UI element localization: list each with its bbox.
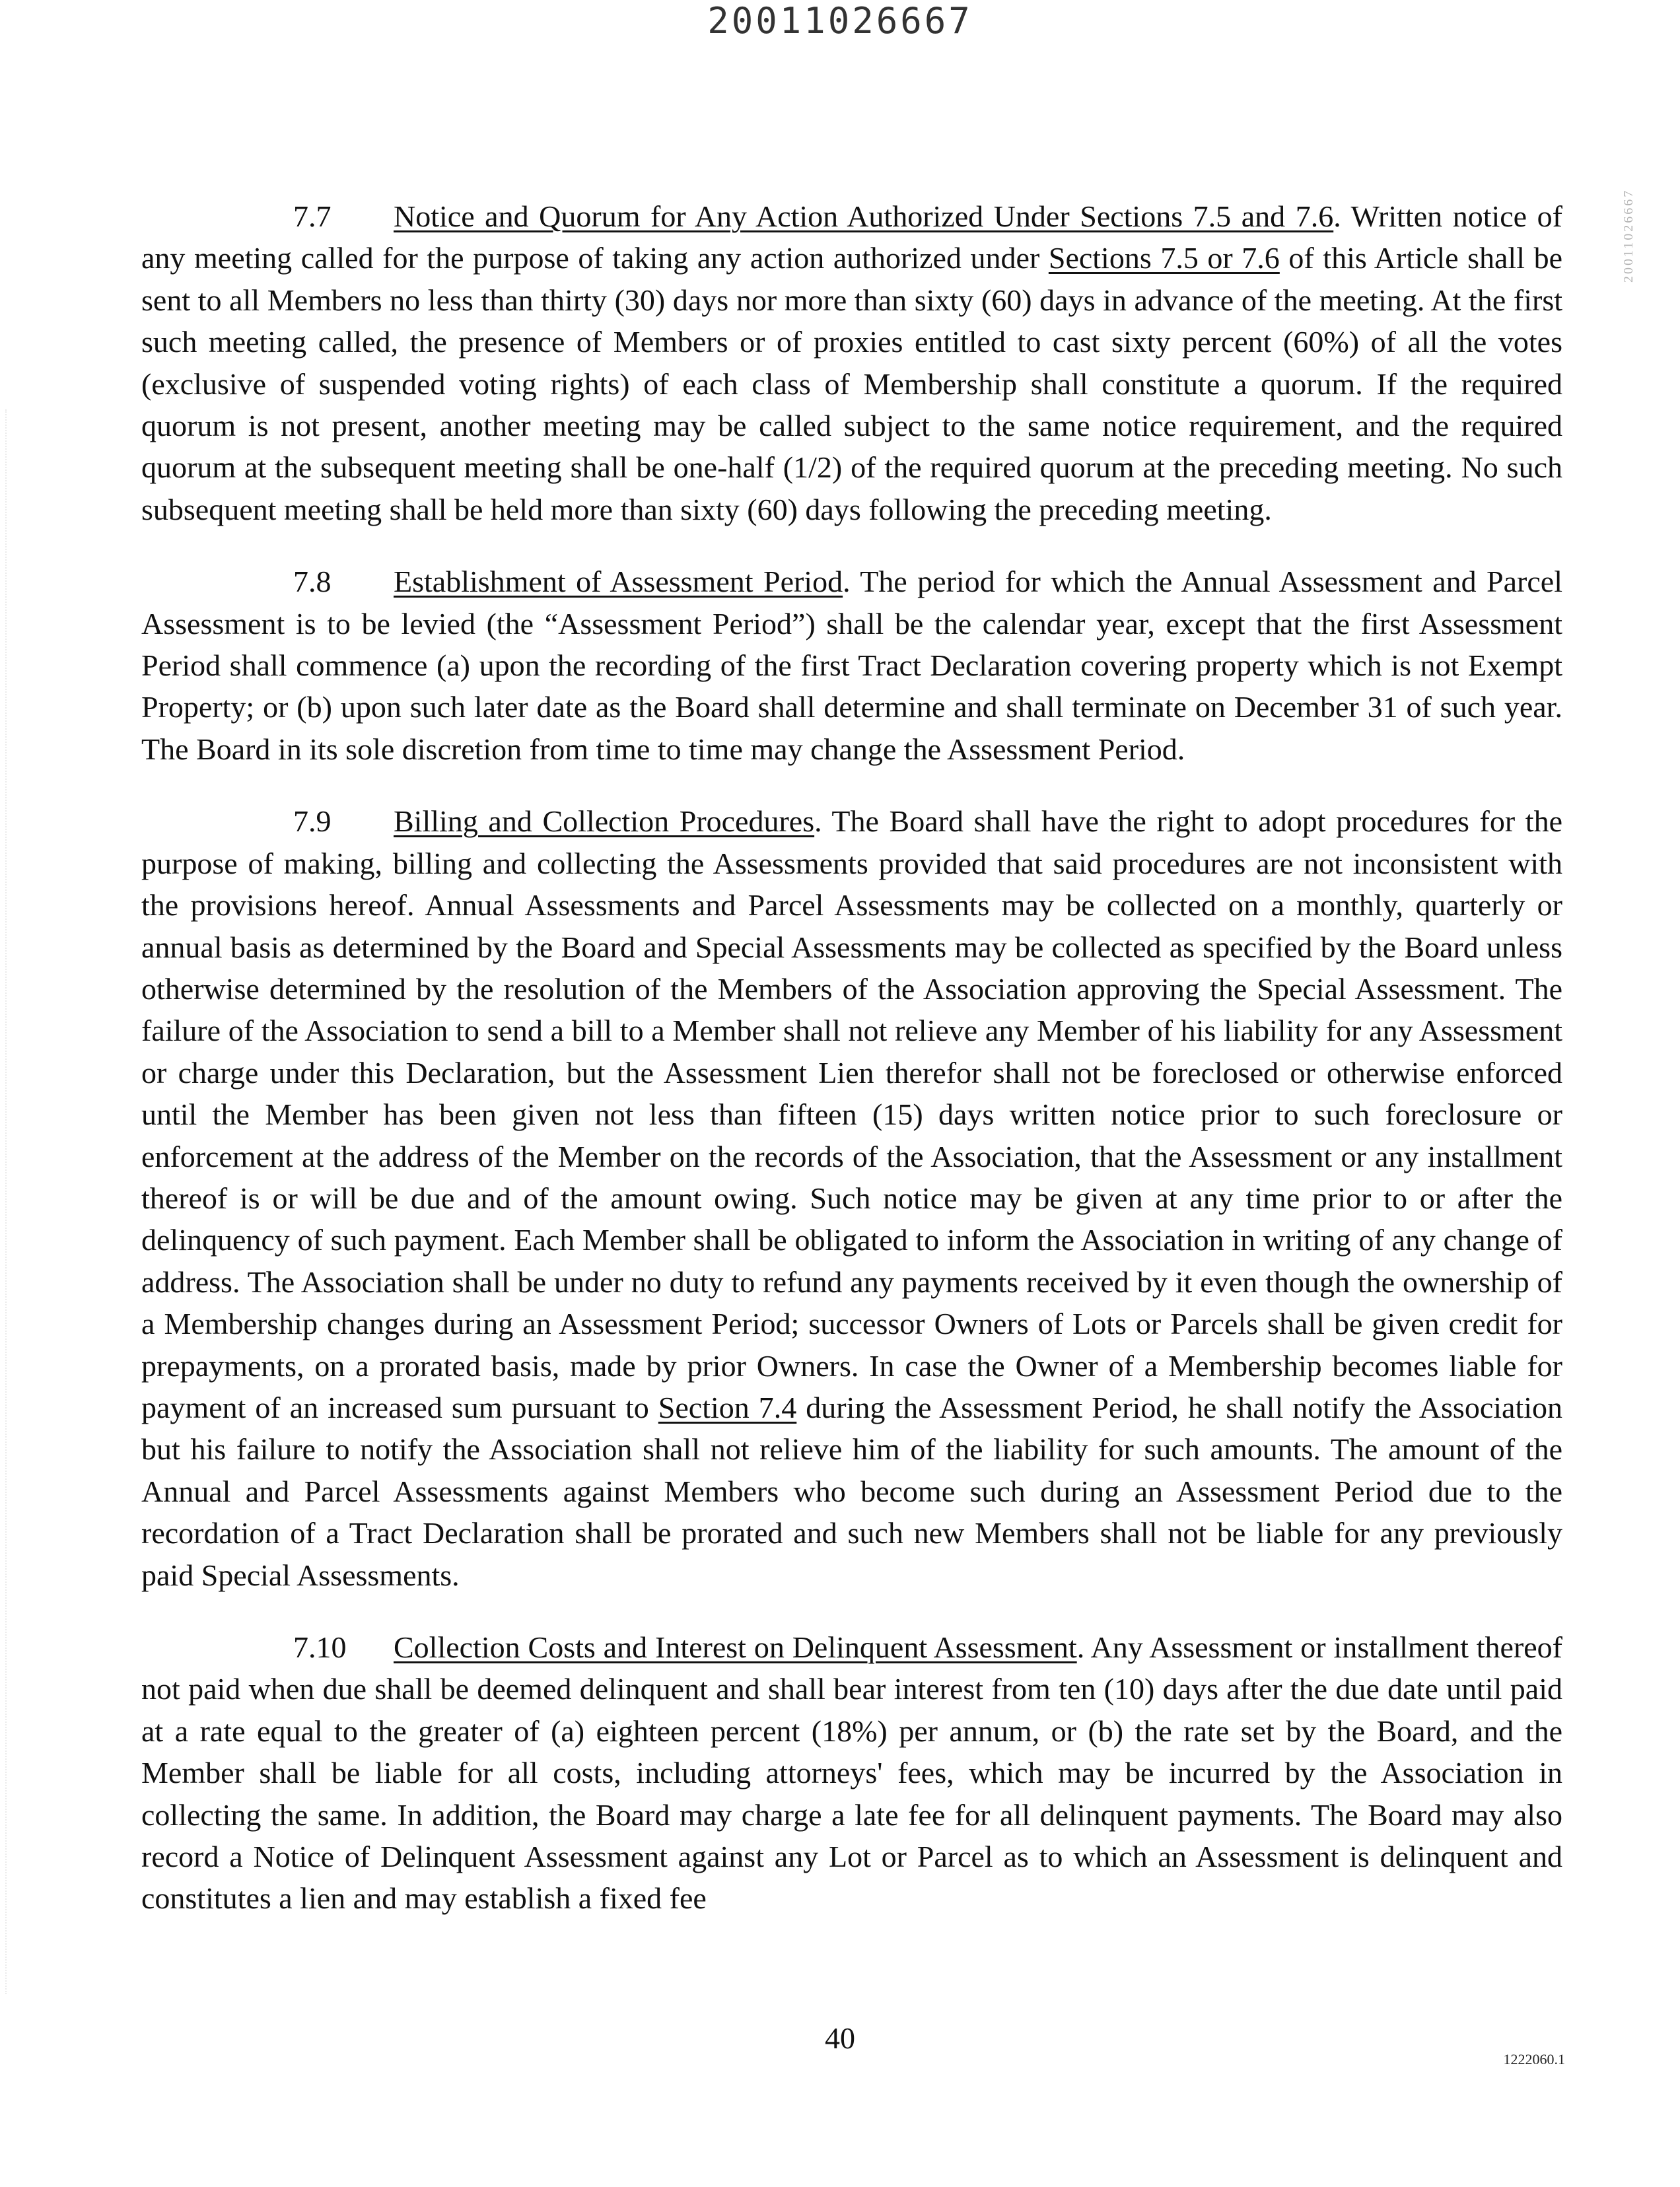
section-title: Collection Costs and Interest on Delinquent Assessment: [394, 1630, 1077, 1664]
section-number: 7.8: [293, 565, 332, 599]
section-text: during the Assessment Period, he shall notify the Association but his failure to notify the Association shall not relieve him of the liability for such amounts. The amount of the Annual and Parcel Assessments against Members who become such during an Assessment Period due to the recordation of a Tract Declaration shall be prorated and such new Members shall not be liable for any previously paid Special Assessments.: [141, 1390, 1563, 1592]
section-number: 7.7: [293, 199, 332, 233]
section-paragraph: [141, 800, 1562, 1596]
section-text: . Any Assessment or installment thereof not paid when due shall be deemed delinquent and shall bear interest from ten (10) days after the due date until paid at a rate equal to the greater of (a) eighteen percent (18%) per annum, or (b) the rate set by the Board, and the Member shall be liable for all costs, including attorneys' fees, which may be incurred by the Association in collecting the same. In addition, the Board may charge a late fee for all delinquent payments. The Board may also record a Notice of Delinquent Assessment against any Lot or Parcel as to which an Assessment is delinquent and constitutes a lien and may establish a fixed fee: [141, 1630, 1562, 1916]
section-text: of this Article shall be sent to all Members no less than thirty (30) days nor more than sixty (60) days in advance of the meeting. At the first such meeting called, the presence of Members or of proxies entitled to cast sixty percent (60%) of all the votes (exclusive of suspended voting rights) of each class of Membership shall constitute a quorum. If the required quorum is not present, another meeting may be called subject to the same notice requirement, and the required quorum at the subsequent meeting shall be one-half (1/2) of the required quorum at the preceding meeting. No such subsequent meeting shall be held more than sixty (60) days following the preceding meeting.: [141, 241, 1562, 526]
recording-number: 20011026667: [707, 0, 973, 42]
section-text: . Written notice of any meeting called for the purpose of taking any action authorized under: [141, 199, 1562, 275]
section-text: . The Board shall have the right to adopt procedures for the purpose of making, billing and collecting the Assessments provided that said procedures are not inconsistent with the provisions hereof. Annual Assessments and Parcel Assessments may be collected on a monthly, quarterly or annual basis as determined by the Board and Special Assessments may be collected as specified by the Board unless otherwise determined by the resolution of the Members of the Association approving the Special Assessment. The failure of the Association to send a bill to a Member shall not relieve any Member of his liability for any Assessment or charge under this Declaration, but the Assessment Lien therefor shall not be foreclosed or otherwise enforced until the Member has been given not less than fifteen (15) days written notice prior to such foreclosure or enforcement at the address of the Member on the records of the Association, that the Assessment or any installment thereof is or will be due and of the amount owing. Such notice may be given at any time prior to or after the delinquency of such payment. Each Member shall be obligated to inform the Association in writing of any change of address. The Association shall be under no duty to refund any payments received by it even though the ownership of a Membership changes during an Assessment Period; successor Owners of Lots or Parcels shall be given credit for prepayments, on a prorated basis, made by prior Owners. In case the Owner of a Membership becomes liable for payment of an increased sum pursuant to: [141, 804, 1562, 1424]
page-number: 40: [825, 2021, 855, 2055]
section-7-8: [141, 561, 1562, 770]
section-cross-reference: Section 7.4: [658, 1390, 797, 1424]
margin-stamp: 20011026667: [1621, 188, 1636, 283]
section-number: 7.9: [293, 804, 332, 839]
section-paragraph: [141, 561, 1562, 770]
section-7-7: [141, 195, 1562, 530]
scan-edge-marks: [5, 409, 11, 1994]
section-title: Billing and Collection Procedures: [394, 804, 815, 839]
document-body: [141, 195, 1562, 1950]
section-7-9: [141, 800, 1562, 1596]
document-id: 1222060.1: [1503, 2051, 1565, 2067]
section-paragraph: [141, 195, 1562, 530]
section-title: Establishment of Assessment Period: [394, 565, 843, 599]
section-title: Notice and Quorum for Any Action Authorized Under Sections 7.5 and 7.6: [394, 199, 1334, 233]
section-cross-reference: Sections 7.5 or 7.6: [1048, 241, 1280, 275]
section-number: 7.10: [293, 1630, 347, 1664]
section-7-10: [141, 1626, 1562, 1920]
section-paragraph: [141, 1626, 1562, 1920]
section-text: . The period for which the Annual Assessment and Parcel Assessment is to be levied (the “Assessment Period”) shall be the calendar year, except that the first Assessment Period shall commence (a) upon the recording of the first Tract Declaration covering property which is not Exempt Property; or (b) upon such later date as the Board shall determine and shall terminate on December 31 of such year. The Board in its sole discretion from time to time may change the Assessment Period.: [141, 565, 1562, 766]
